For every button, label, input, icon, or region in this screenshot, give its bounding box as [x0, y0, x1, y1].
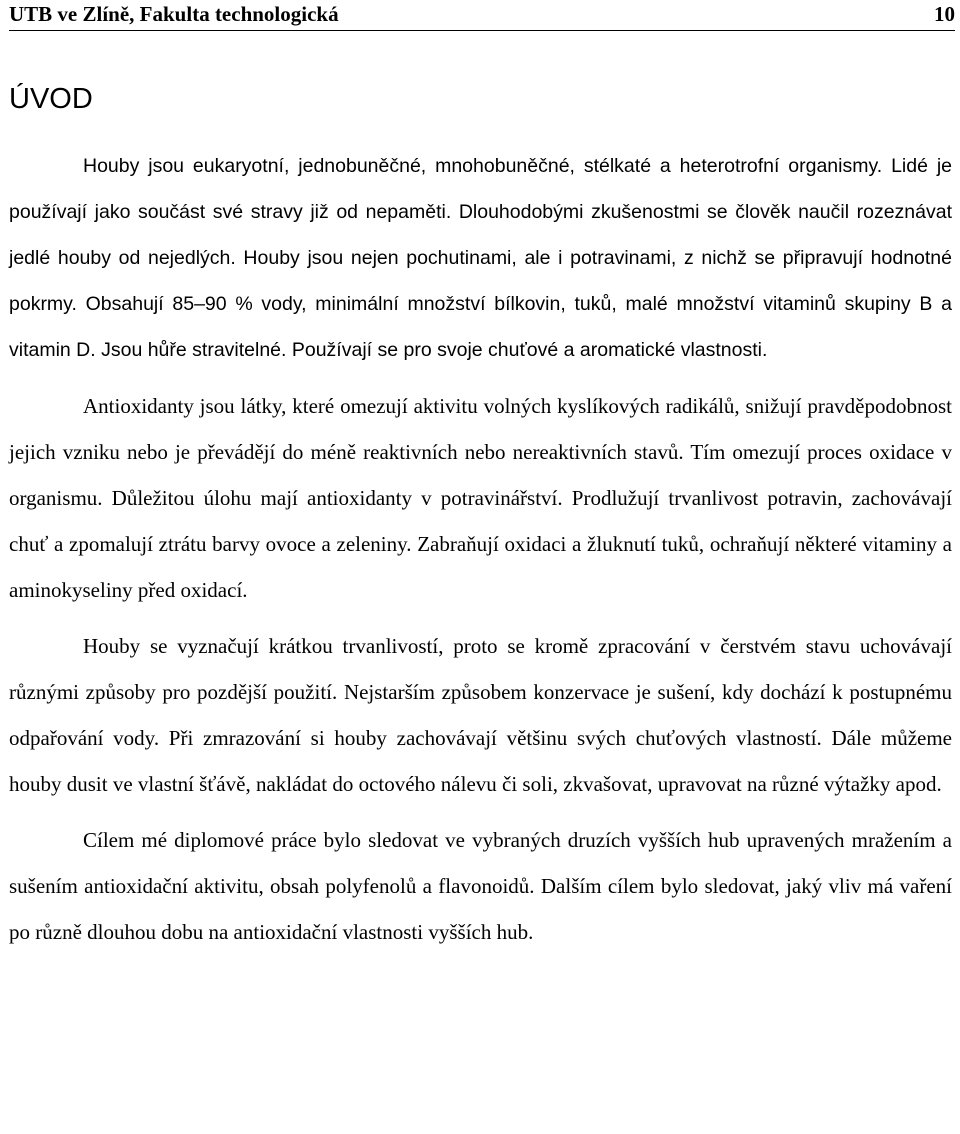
page-number: 10	[934, 2, 955, 26]
header-title: UTB ve Zlíně, Fakulta technologická	[9, 2, 339, 26]
paragraph-preservation: Houby se vyznačují krátkou trvanlivostí, proto se kromě zpracování v čerstvém stavu uchovávají různými způsoby pro pozdější použití. Nejstarším způsobem konzervace je sušení, kdy dochází k postupnému odpařování vody. Při zmrazování si houby zachovávají většinu svých chuťových vlastností. Dále můžeme houby dusit ve vlastní šťávě, nakládat do octového nálevu či soli, zkvašovat, upravovat na různé výtažky apod.	[9, 634, 952, 796]
running-header	[9, 0, 955, 30]
paragraph-aims: Cílem mé diplomové práce bylo sledovat ve vybraných druzích vyšších hub upravených mražením a sušením antioxidační aktivitu, obsah polyfenolů a flavonoidů. Dalším cílem bylo sledovat, jaký vliv má vaření po různě dlouhou dobu na antioxidační vlastnosti vyšších hub.	[9, 828, 952, 944]
body-text	[9, 143, 952, 955]
paragraph-intro: Houby jsou eukaryotní, jednobuněčné, mnohobuněčné, stélkaté a heterotrofní organismy. Lidé je používají jako součást své stravy již od nepaměti. Dlouhodobými zkušenostmi se člověk naučil rozeznávat jedlé houby od nejedlých. Houby jsou nejen pochutinami, ale i potravinami, z nichž se připravují hodnotné pokrmy. Obsahují 85–90 % vody, minimální množství bílkovin, tuků, malé množství vitaminů skupiny B a vitamin D. Jsou hůře stravitelné. Používají se pro svoje chuťové a aromatické vlastnosti.	[9, 155, 952, 361]
header-rule	[9, 30, 955, 31]
section-title: ÚVOD	[9, 83, 93, 115]
paragraph-antioxidants: Antioxidanty jsou látky, které omezují aktivitu volných kyslíkových radikálů, snižují pravděpodobnost jejich vzniku nebo je převádějí do méně reaktivních nebo nereaktivních stavů. Tím omezují proces oxidace v organismu. Důležitou úlohu mají antioxidanty v potravinářství. Prodlužují trvanlivost potravin, zachovávají chuť a zpomalují ztrátu barvy ovoce a zeleniny. Zabraňují oxidaci a žluknutí tuků, ochraňují některé vitaminy a aminokyseliny před oxidací.	[9, 394, 952, 602]
